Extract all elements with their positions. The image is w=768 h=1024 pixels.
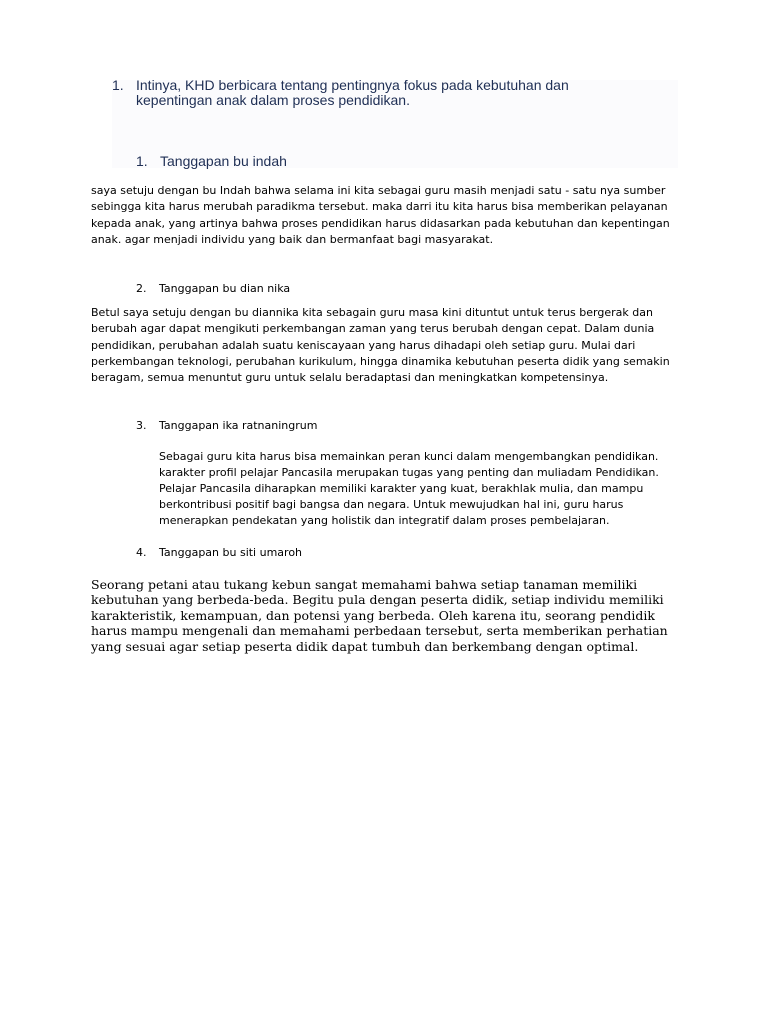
response-item-text: Tanggapan bu dian nika <box>159 282 291 295</box>
response-heading-indah <box>136 153 287 169</box>
summary-heading-text: Intinya, KHD berbicara tentang pentingnya fokus pada kebutuhan dan kepentingan anak dalam proses pendidikan. <box>136 77 569 108</box>
list-number: 3. <box>136 419 147 432</box>
response-item-siti <box>136 545 302 561</box>
paragraph-indah: saya setuju dengan bu Indah bahwa selama ini kita sebagai guru masih menjadi satu - satu nya sumber sebingga kita harus merubah paradikma tersebut. maka darri itu kita harus bisa memberikan pelayanan kepada anak, yang artinya bahwa proses pendidikan harus didasarkan pada kebutuhan dan kepentingan anak. agar menjadi individu yang baik dan bermanfaat bagi masyarakat. <box>91 184 670 246</box>
response-heading-text: Tanggapan bu indah <box>160 153 287 169</box>
list-number: 4. <box>136 546 147 559</box>
paragraph-siti: Seorang petani atau tukang kebun sangat memahami bahwa setiap tanaman memiliki kebutuhan yang berbeda-beda. Begitu pula dengan peserta didik, setiap individu memiliki karakteristik, kemampuan, dan potensi yang berbeda. Oleh karena itu, seorang pendidik harus mampu mengenali dan memahami perbedaan tersebut, serta memberikan perhatian yang sesuai agar setiap peserta didik dapat tumbuh dan berkembang dengan optimal. <box>91 577 668 654</box>
list-number: 2. <box>136 282 147 295</box>
list-number: 1. <box>112 77 124 93</box>
response-item-dian <box>136 281 290 297</box>
response-item-text: Tanggapan ika ratnaningrum <box>159 419 318 432</box>
response-item-ika <box>136 418 317 434</box>
paragraph-ika: Sebagai guru kita harus bisa memainkan peran kunci dalam mengembangkan pendidikan. karakter profil pelajar Pancasila merupakan tugas yang penting dan muliadam Pendidikan. Pelajar Pancasila diharapkan memiliki karakter yang kuat, berakhlak mulia, dan mampu berkontribusi positif bagi bangsa dan negara. Untuk mewujudkan hal ini, guru harus menerapkan pendekatan yang holistik dan integratif dalam proses pembelajaran. <box>159 450 659 527</box>
response-item-text: Tanggapan bu siti umaroh <box>159 546 303 559</box>
summary-heading <box>112 78 632 108</box>
list-number: 1. <box>136 153 148 169</box>
paragraph-dian: Betul saya setuju dengan bu diannika kita sebagain guru masa kini dituntut untuk terus bergerak dan berubah agar dapat mengikuti perkembangan zaman yang terus berubah dengan cepat. Dalam dunia pendidikan, perubahan adalah suatu keniscayaan yang harus dihadapi oleh setiap guru. Mulai dari perkembangan teknologi, perubahan kurikulum, hingga dinamika kebutuhan peserta didik yang semakin beragam, semua menuntut guru untuk selalu beradaptasi dan meningkatkan kompetensinya. <box>91 306 670 385</box>
